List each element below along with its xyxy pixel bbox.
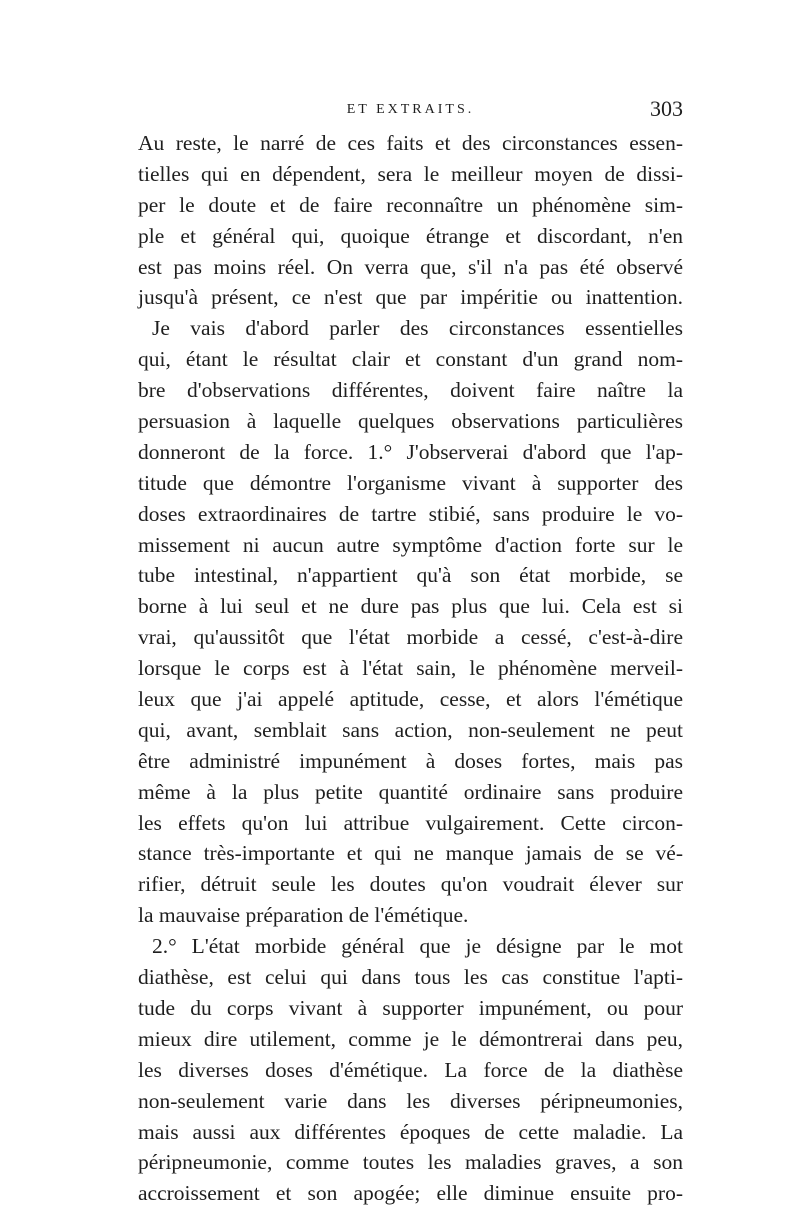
text-line: stance très-importante et qui ne manque jamais de se vé- (138, 841, 683, 866)
text-line: être administré impunément à doses fortes, mais pas (138, 748, 683, 773)
page-number: 303 (650, 96, 683, 121)
text-line: jusqu'à présent, ce n'est que par impéritie ou inattention. (138, 285, 683, 310)
text-line: doses extraordinaires de tartre stibié, sans produire le vo- (138, 501, 683, 526)
text-line: titude que démontre l'organisme vivant à supporter des (138, 470, 683, 495)
text-line: persuasion à laquelle quelques observations particulières (138, 409, 683, 434)
text-line: non-seulement varie dans les diverses péripneumonies, (138, 1088, 683, 1113)
text-line: les diverses doses d'émétique. La force de la diathèse (138, 1057, 683, 1082)
text-line: mais aussi aux différentes époques de cette maladie. La (138, 1119, 683, 1144)
text-line: Au reste, le narré de ces faits et des circonstances essen- (138, 131, 683, 155)
text-line: diathèse, est celui qui dans tous les cas constitue l'apti- (138, 965, 683, 990)
text-line: 2.° L'état morbide général que je désigne par le mot (152, 934, 683, 959)
text-line: leux que j'ai appelé aptitude, cesse, et alors l'émétique (138, 687, 683, 712)
text-line: accroissement et son apogée; elle diminue ensuite pro- (138, 1181, 683, 1206)
text-line: est pas moins réel. On verra que, s'il n'a pas été observé (138, 254, 683, 279)
text-line: tube intestinal, n'appartient qu'à son état morbide, se (138, 563, 683, 588)
text-line: lorsque le corps est à l'état sain, le phénomène merveil- (138, 656, 683, 681)
text-line: tude du corps vivant à supporter impunément, ou pour (138, 995, 683, 1020)
text-line: tielles qui en dépendent, sera le meilleur moyen de dissi- (138, 161, 683, 186)
text-line: missement ni aucun autre symptôme d'action forte sur le (138, 532, 683, 557)
text-line: péripneumonie, comme toutes les maladies graves, a son (138, 1150, 683, 1175)
text-line: ple et général qui, quoique étrange et discordant, n'en (138, 223, 683, 248)
text-line: bre d'observations différentes, doivent faire naître la (138, 378, 683, 403)
text-line: même à la plus petite quantité ordinaire sans produire (138, 779, 683, 804)
text-line: qui, avant, semblait sans action, non-seulement ne peut (138, 717, 683, 742)
text-line: rifier, détruit seule les doutes qu'on voudrait élever sur (138, 872, 683, 897)
running-title: ET EXTRAITS. (346, 102, 475, 117)
text-line: vrai, qu'aussitôt que l'état morbide a cessé, c'est-à-dire (138, 625, 683, 650)
text-line: Je vais d'abord parler des circonstances essentielles (152, 316, 683, 341)
text-line: mieux dire utilement, comme je le démontrerai dans peu, (138, 1026, 683, 1051)
text-line: la mauvaise préparation de l'émétique. (138, 903, 469, 928)
body-text (138, 128, 683, 1209)
text-line: donneront de la force. 1.° J'observerai d'abord que l'ap- (138, 439, 683, 464)
text-line: per le doute et de faire reconnaître un phénomène sim- (138, 192, 683, 217)
running-head (138, 96, 683, 124)
text-line: borne à lui seul et ne dure pas plus que lui. Cela est si (138, 594, 683, 619)
text-line: les effets qu'on lui attribue vulgairement. Cette circon- (138, 810, 683, 835)
text-line: qui, étant le résultat clair et constant d'un grand nom- (138, 347, 683, 372)
